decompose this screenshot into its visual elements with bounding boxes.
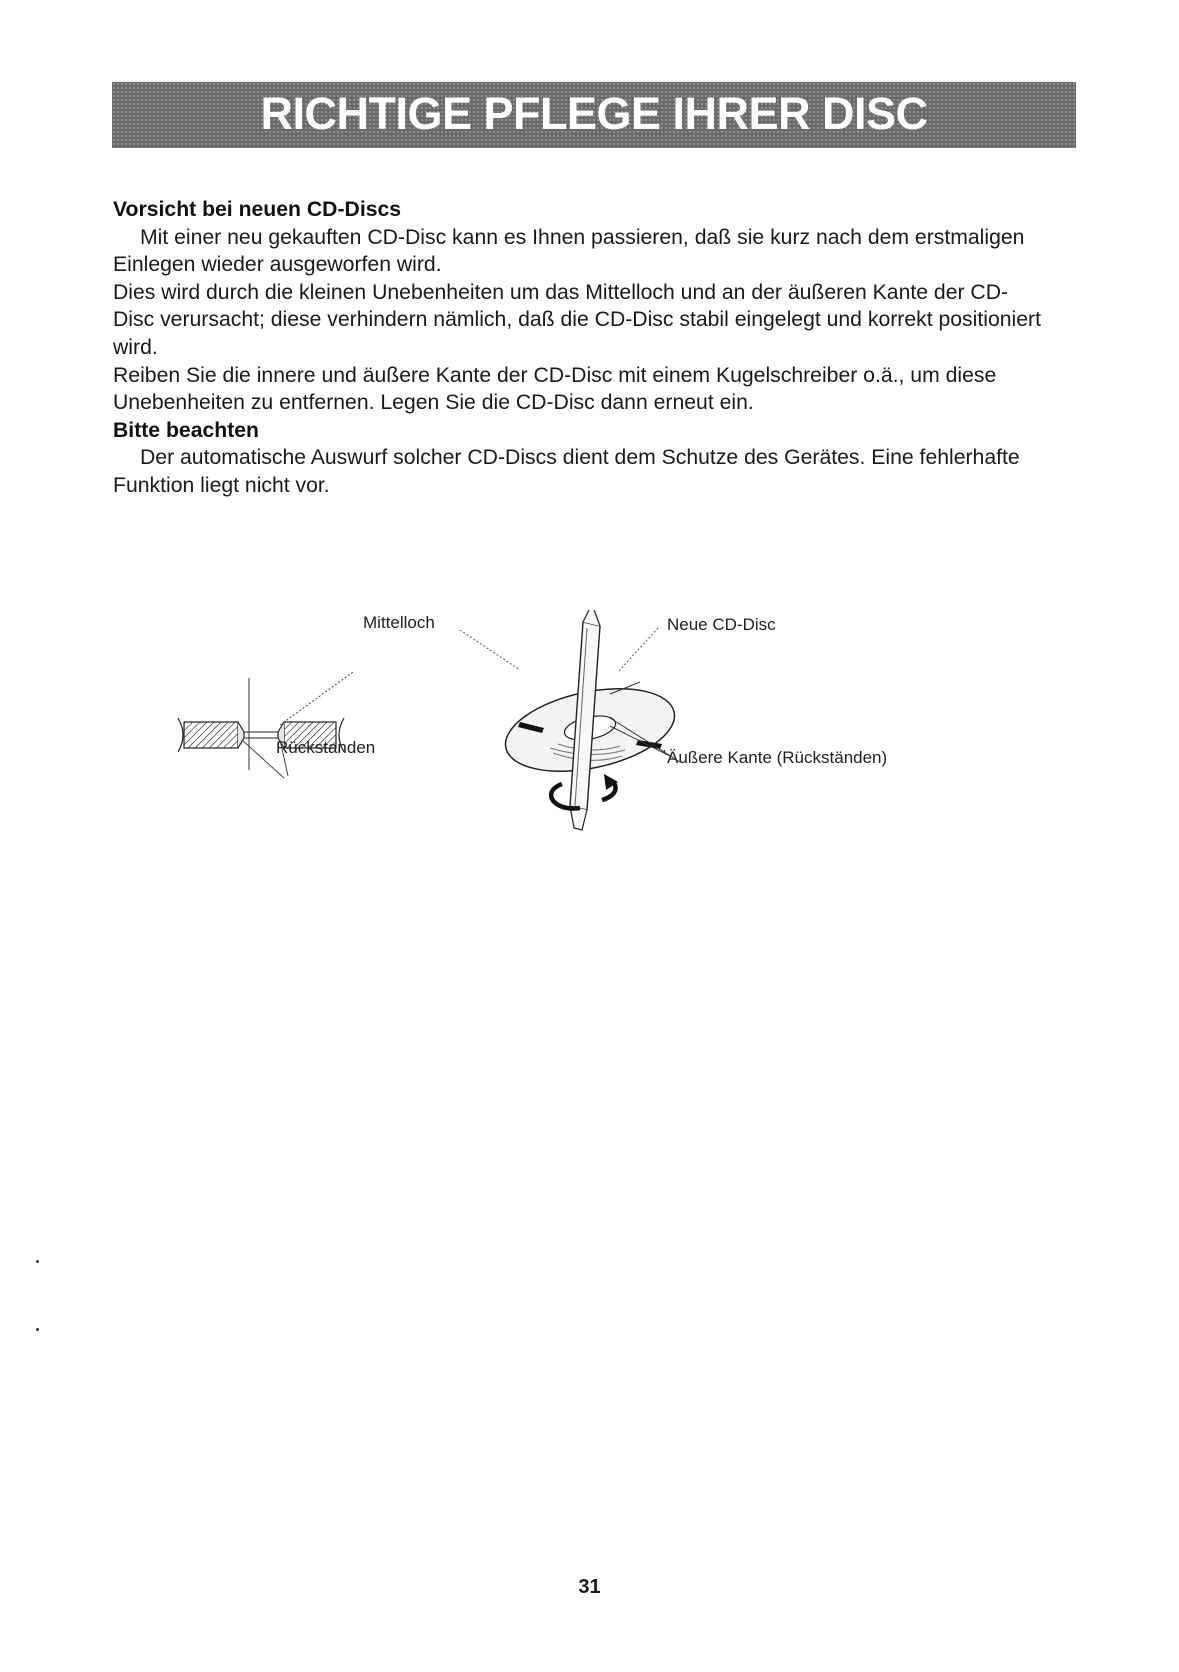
paragraph: Reiben Sie die innere und äußere Kante der CD-Disc mit einem Kugelschreiber o.ä., um diese Unebenheiten zu entfernen. Legen Sie die CD-Disc dann erneut ein.: [113, 363, 997, 415]
body-text: [113, 196, 1048, 500]
page-number: 31: [578, 1576, 601, 1598]
label-residue: Rückstanden: [276, 738, 376, 757]
page-title: RICHTIGE PFLEGE IHRER DISC: [260, 88, 928, 139]
section-heading-note: Bitte beachten: [113, 418, 259, 442]
scan-speck: [36, 1328, 39, 1331]
paragraph: Dies wird durch die kleinen Unebenheiten um das Mittelloch und an der äußeren Kante der CD-Disc verursacht; diese verhindern nämlich, daß die CD-Disc stabil eingelegt und korrekt positioniert wird.: [113, 280, 1041, 359]
disc-care-illustration: [170, 610, 1010, 850]
label-center-hole: Mittelloch: [363, 613, 435, 632]
disc-with-pen-diagram: [460, 610, 682, 830]
paragraph: Mit einer neu gekauften CD-Disc kann es Ihnen passieren, daß sie kurz nach dem erstmaligen Einlegen wieder ausgeworfen wird.: [113, 225, 1025, 277]
illustration-svg: [170, 610, 1010, 850]
label-outer-edge: Äußere Kante (Rückständen): [667, 748, 888, 767]
label-new-disc: Neue CD-Disc: [667, 615, 776, 634]
paragraph: Der automatische Auswurf solcher CD-Discs dient dem Schutze des Gerätes. Eine fehlerhafte Funktion liegt nicht vor.: [113, 446, 1020, 497]
section-heading-new-discs: Vorsicht bei neuen CD-Discs: [113, 198, 402, 221]
disc-cross-section-diagram: [178, 672, 353, 778]
title-banner: [112, 82, 1076, 148]
scan-speck: [36, 1260, 39, 1263]
